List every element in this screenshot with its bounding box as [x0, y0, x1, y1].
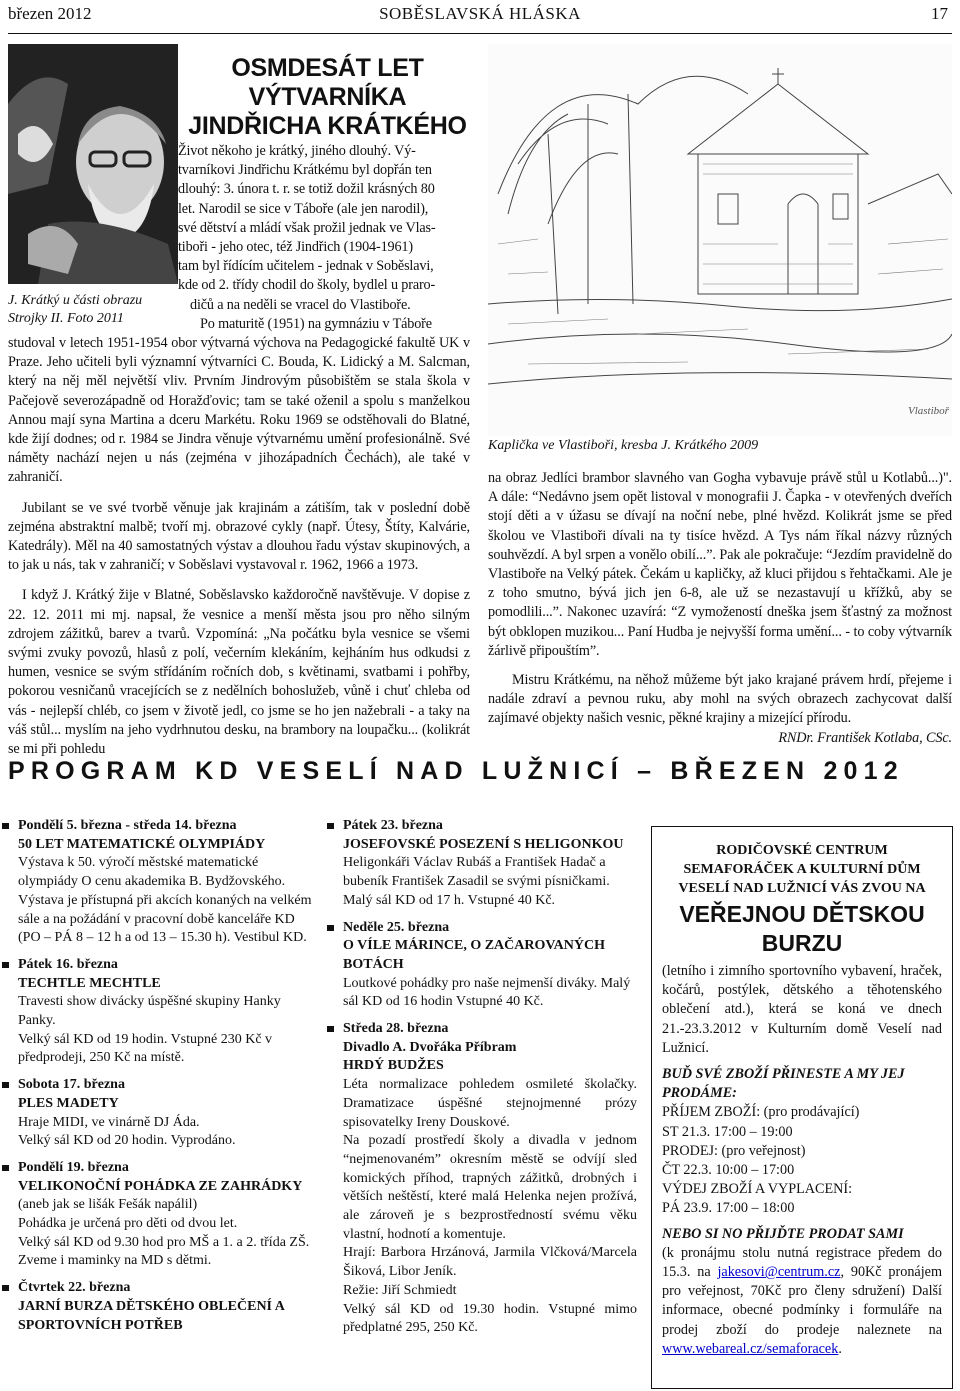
flea-market-box: [651, 826, 953, 1389]
box-rental-info: [662, 1244, 942, 1359]
box-bring-heading: BUĎ SVÉ ZBOŽÍ PŘINESTE A MY JEJ PRODÁME:: [662, 1066, 905, 1102]
title-line: JINDŘICHA KRÁTKÉHO: [188, 112, 467, 140]
event-date: Středa 28. března: [325, 1020, 637, 1039]
header-rule: [8, 33, 952, 34]
lead-line: kde od 2. třídy chodil do školy, bydlel u praro-: [178, 277, 436, 294]
chapel-sketch: [488, 44, 952, 436]
event-date: Pondělí 19. března: [0, 1159, 312, 1178]
closing-text: Mistru Krátkému, na něhož můžeme být jako krajané právem hrdí, přejeme i nadále zdraví a pevnou ruku, aby mohl na svých obrazech zachycovat další zajímavé objekty našich vesnic, pěkné krajiny a mizející přírodu.: [488, 672, 952, 727]
event-venue: Divadlo A. Dvořáka Příbram: [343, 1039, 517, 1055]
event-title: O VÍLE MÁRINCE, O ZAČAROVANÝCH BOTÁCH: [343, 938, 606, 972]
event-date: Čtvrtek 22. března: [0, 1279, 312, 1298]
lead-line: let. Narodil se sice v Táboře (ale jen narodil),: [178, 200, 429, 217]
event-description: Loutkové pohádky pro naše nejmenší diváky. Malý sál KD od 16 hodin Vstupné 40 Kč.: [343, 975, 631, 1010]
event-item: [325, 817, 637, 911]
article-paragraph-closing: [488, 671, 952, 746]
box-schedule-line: PÁ 23.9. 17:00 – 18:00: [662, 1200, 795, 1217]
event-item: [0, 956, 312, 1068]
event-title: JARNÍ BURZA DĚTSKÉHO OBLEČENÍ A SPORTOVNÍCH POTŘEB: [18, 1298, 285, 1333]
article-body-left: [8, 334, 470, 759]
event-title: JOSEFOVSKÉ POSEZENÍ S HELIGONKOU: [343, 836, 624, 852]
event-date: Pátek 23. března: [325, 817, 637, 836]
program-column-2: [325, 817, 637, 1338]
title-line: OSMDESÁT LET: [231, 54, 424, 82]
photo-caption-line: J. Krátký u části obrazu: [8, 293, 143, 308]
box-rental-text: (k pronájmu stolu nutná registrace předem do 15.3. na: [662, 1244, 942, 1281]
event-title: VELIKONOČNÍ POHÁDKA ZE ZAHRÁDKY: [18, 1178, 303, 1194]
svg-text:Vlastiboř: Vlastiboř: [908, 405, 949, 417]
article-title: [180, 54, 475, 141]
lead-line: Život někoho je krátký, jiného dlouhý. Vý-: [178, 143, 416, 159]
article-paragraph: I když J. Krátký žije v Blatné, Soběslavsko každoročně navštěvuje. V dopise z 22. 12. 2011 mi mj. napsal, že vesnice a menší města jsou pro něho silným zdrojem zážitků, barev a tvarů. Vzpomíná: „Na počátku byla vesnice se všemi svými zvuky povozů, hlasů z polí, večerním klekáním, kejháním hus odkudsi z humen, vesnice se svým střídáním ročních dob, s květinami, svatbami i pohřby, pokorou vesničanů vracejících se z nedělních bohoslužeb, vůně i chuť chleba od vás - nejlepší chléb, co jsem v životě jedl, co jsme se ho jen nažebrali - a taky na váš stůl... myslím na jeho vydrhnutou desku, na brambory na loupačku... (kolikrát se mi při pohledu: [8, 587, 470, 758]
box-self-sell-heading: NEBO SI NO PŘIJĎTE PRODAT SAMI: [662, 1225, 904, 1242]
article-author: RNDr. František Kotlaba, CSc.: [778, 729, 952, 746]
box-rental-text: , 90Kč pronájem pro veřejnost, 70Kč pro členy sdružení) Další informace, obecné podmínky i formuláře na prodej zboží do prodeje naleznete na: [662, 1264, 942, 1338]
lead-line: tvarníkovi Jindřichu Krátkému byl dopřán ten: [178, 162, 432, 179]
event-title: TECHTLE MECHTLE: [18, 975, 161, 991]
event-date: Sobota 17. března: [0, 1076, 312, 1095]
lead-line: dlouhý: 3. února t. r. se totiž dožil krásných 80: [178, 181, 435, 198]
box-schedule-line: VÝDEJ ZBOŽÍ A VYPLACENÍ:: [662, 1181, 853, 1198]
box-big-title: VEŘEJNOU DĚTSKOU BURZU: [679, 901, 925, 956]
event-date: Pátek 16. března: [0, 956, 312, 975]
page-number: 17: [931, 4, 948, 23]
website-link[interactable]: www.webareal.cz/semaforacek: [662, 1340, 839, 1357]
article-paragraph: studoval v letech 1951-1954 obor výtvarná výchova na Pedagogické fakultě UK v Praze. Jeho učiteli byli významní výtvarníci C. Bouda, K. Lidický a M. Salcman, který na něj měl největší vliv. Prvním Jindrovým působištěm se stala škola v Pačejově severozápadně od Horažďovic; tam se také oženil a spolu s manželkou Annou mají syna Martina a dceru Markétu. Roku 1969 se odstěhovali do Blatné, kde žijí dodnes; od r. 1984 se Jindra věnuje výtvarnému umění profesionálně. Své náměty nachází nejen u nás (zejména v jihozápadních Čechách), ale také v zahraničí.: [8, 335, 470, 486]
box-rental-text: .: [838, 1340, 842, 1357]
event-description: (aneb jak se lišák Fešák napálil) Pohádka je určená pro děti od dvou let. Velký sál KD od 9.30 hod pro MŠ a 1. a 2. třída ZŠ. Zveme i maminky na MD s dětmi.: [18, 1197, 310, 1269]
box-intro: (letního i zimního sportovního vybavení, hraček, kočárů, postýlek, dětského a těhotenského oblečení atd.), která se koná ve dnech 21.-23.3.2012 v Kulturním domě Veselí nad Lužnicí.: [662, 963, 942, 1056]
email-link[interactable]: jakesovi@centrum.cz: [717, 1264, 841, 1281]
event-item: [325, 919, 637, 1013]
event-description: Léta normalizace pohledem osmileté školačky. Dramatizace úspěšné stejnojmenné prózy spisovatelky Ireny Douskové. Na pozadí prostředí školy a divadla v jednom “nejmenovaném” okresním městě se odvíjí sled komických příhod, trapných zážitků, drobných i větších neštěstí, které malá Helenka nejen prožívá, ale zároveň je s bezprostředností svému věku vlastní, hodnotí a komentuje. Hrají: Barbora Hrzánová, Jarmila Vlčková/Marcela Šiková, Libor Jeník. Režie: Jiří Schmiedt Velký sál KD od 19.30 hodin. Vstupné mimo předplatné 295, 250 Kč.: [343, 1077, 637, 1336]
program-title: PROGRAM KD VESELÍ NAD LUŽNICÍ – BŘEZEN 2012: [8, 757, 904, 785]
event-description: Výstava k 50. výročí městské matematické olympiády O cenu akademika B. Bydžovského. Výstava je přístupná při akcích konaných na velkém sále a na požádání v pracovní době kanceláře KD (PO – PÁ 8 – 12 h a od 13 – 15.30 h). Vestibul KD.: [18, 855, 312, 946]
article-paragraph: Jubilant se ve své tvorbě věnuje jak krajinám a zátiším, tak v poslední době zejména abstraktní malbě; tvoří mj. obrazové cykly (např. Útesy, Štíty, Kalvárie, Katedrály). Měl na 40 samostatných výstav a dlouhou řadu výstav skupinových, a to jak u nás, tak v zahraničí; v Soběslavi vystavoval r. 1962, 1966 a 1973.: [8, 499, 470, 574]
event-date: Pondělí 5. března - středa 14. března: [0, 817, 312, 836]
photo-caption: [8, 292, 188, 328]
event-item: [0, 1076, 312, 1151]
program-column-1: [0, 817, 312, 1335]
photo-caption-line: Strojky II. Foto 2011: [8, 311, 124, 326]
event-description: Travesti show divácky úspěšné skupiny Hanky Panky. Velký sál KD od 19 hodin. Vstupné 230 Kč v předprodeji, 250 Kč na místě.: [18, 994, 281, 1066]
lead-line: Po maturitě (1951) na gymnáziu v Táboře: [200, 315, 432, 332]
event-date: Neděle 25. března: [325, 919, 637, 938]
event-item: [325, 1020, 637, 1338]
event-title: HRDÝ BUDŽES: [343, 1058, 444, 1074]
newspaper-title: SOBĚSLAVSKÁ HLÁSKA: [379, 4, 581, 23]
event-item: [0, 1279, 312, 1335]
artist-photo: [8, 44, 178, 284]
title-line: VÝTVARNÍKA: [248, 83, 407, 111]
event-title: PLES MADETY: [18, 1095, 119, 1111]
issue-month: březen 2012: [8, 4, 92, 23]
box-schedule-line: ST 21.3. 17:00 – 19:00: [662, 1123, 793, 1140]
article-lead: [178, 142, 474, 334]
event-description: Hraje MIDI, ve vinárně DJ Áda. Velký sál KD od 20 hodin. Vyprodáno.: [18, 1114, 236, 1149]
event-item: [0, 1159, 312, 1271]
article-body-right: [488, 469, 952, 748]
lead-line: tam byl řídícím učitelem - jednak v Soběslavi,: [178, 258, 434, 275]
article-paragraph: na obraz Jedlíci brambor slavného van Gogha vybavuje právě stůl u Kotlabů...)". A dále: “Nedávno jsem opět listoval v monografii J. Čapka - v otevřených dveřích stojí děti a v úžasu se dívají na noční nebe, plné hvězd. Kolikrát jsme se před školou ve Vlastiboři dívali na ty tisíce hvězd. A Tys nám říkal názvy různých souhvězdí. A byl srpen a vonělo obilí...”. Pak ale pokračuje: “Jezdím pravidelně do Vlastiboře na Velký pátek. Čekám u kapličky, až kluci přijdou s řehtačkami. Ale je z toho smutno, bývá jich jen 6-8, ale už se nezastavují u křížků, aby se pomodlili...”. Nakonec uzavírá: “Z vymožeností dneška jsem šťastný za možnost být obklopen muzikou... Paní Hudba je nejvyšší forma umění... - to coby výtvarník žárlivě připouštím”.: [488, 470, 952, 659]
sketch-caption: Kaplička ve Vlastiboři, kresba J. Krátkého 2009: [488, 438, 759, 453]
page-header: [8, 4, 952, 30]
box-schedule-line: PŘÍJEM ZBOŽÍ: (pro prodávající): [662, 1104, 860, 1121]
event-title: 50 LET MATEMATICKÉ OLYMPIÁDY: [18, 836, 266, 852]
box-heading: RODIČOVSKÉ CENTRUM SEMAFORÁČEK A KULTURNÍ DŮM VESELÍ NAD LUŽNICÍ VÁS ZVOU NA: [678, 843, 926, 896]
lead-line: dičů a na neděli se vracel do Vlastiboře.: [190, 296, 411, 313]
event-description: Heligonkáři Václav Rubáš a František Hadač a bubeník František Zasadil se svými písničkami. Malý sál KD od 17 h. Vstupné 40 Kč.: [343, 855, 610, 908]
box-schedule-line: PRODEJ: (pro veřejnost): [662, 1142, 806, 1159]
box-schedule-line: ČT 22.3. 10:00 – 17:00: [662, 1162, 795, 1179]
lead-line: tiboři - jeho otec, též Jindřich (1904-1961): [178, 239, 413, 256]
lead-line: své dětství a mládí však prožil jednak ve Vlas-: [178, 219, 436, 236]
event-item: [0, 817, 312, 948]
